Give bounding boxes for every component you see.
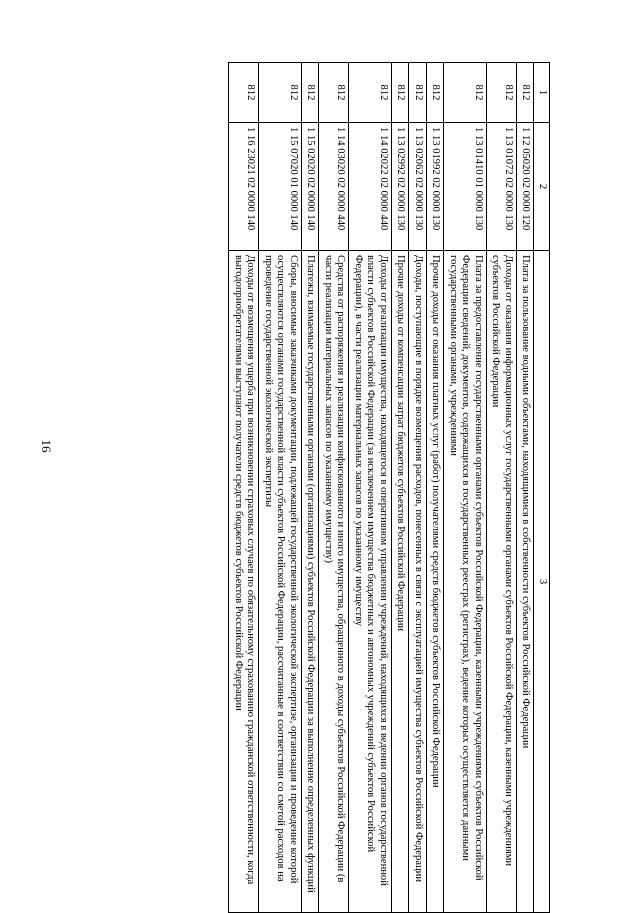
header-col-3: 3 (534, 251, 550, 913)
table-row (302, 63, 320, 913)
table-header-row (534, 63, 550, 913)
page-number: 16 (39, 439, 54, 453)
header-col-1: 1 (534, 63, 550, 123)
table-row (487, 63, 517, 913)
revenue-code-cell: 1 12 05020 02 0000 120 (517, 123, 535, 251)
revenue-name-cell: Прочие доходы от компенсации затрат бюджетов субъектов Российской Федерации (392, 251, 410, 913)
revenue-code-cell: 1 16 23021 02 0000 140 (229, 123, 259, 251)
admin-code-cell: 812 (302, 63, 320, 123)
revenue-name-cell: Плата за предоставление государственными органами субъектов Российской Федерации, казенными учреждениями субъектов Российской Федерации сведений, документов, содержащихся в государственных реестрах (регистрах), ведение которых осуществляется данными государственными органами, учреждениями (444, 251, 487, 913)
table-row (319, 63, 349, 913)
revenue-name-cell: Плата за пользование водными объектами, находящимися в собственности субъектов Российской Федерации (517, 251, 535, 913)
admin-code-cell: 812 (517, 63, 535, 123)
admin-code-cell: 812 (392, 63, 410, 123)
table-row (349, 63, 392, 913)
revenue-code-cell: 1 14 03020 02 0000 440 (319, 123, 349, 251)
revenue-code-cell: 1 15 02020 02 0000 140 (302, 123, 320, 251)
admin-code-cell: 812 (259, 63, 302, 123)
admin-code-cell: 812 (487, 63, 517, 123)
revenue-name-cell: Прочие доходы от оказания платных услуг (работ) получателями средств бюджетов субъектов Российской Федерации (427, 251, 445, 913)
table-row (427, 63, 445, 913)
revenue-name-cell: Доходы от оказания информационных услуг государственными органами субъектов Российской Федерации, казенными учреждениями субъектов Российской Федерации (487, 251, 517, 913)
revenue-name-cell: Доходы от возмещения ущерба при возникновении страховых случаев по обязательному страхованию гражданской ответственности, когда выгодоприобретателями выступают получатели средств бюджетов субъектов Российской Федерации (229, 251, 259, 913)
table-row (259, 63, 302, 913)
revenue-name-cell: Средства от распоряжения и реализации конфискованного и иного имущества, обращенного в доходы субъектов Российской Федерации (в части реализации материальных запасов по указанному имуществу) (319, 251, 349, 913)
revenue-code-cell: 1 13 02062 02 0000 130 (409, 123, 427, 251)
table-container (80, 62, 550, 912)
admin-code-cell: 812 (427, 63, 445, 123)
revenue-code-cell: 1 13 01410 01 0000 130 (444, 123, 487, 251)
table-row (517, 63, 535, 913)
revenue-name-cell: Доходы от реализации имущества, находящегося в оперативном управлении учреждений, находящихся в ведении органов государственной власти субъектов Российской Федерации (за исключением имущества бюджетных и автономных учреждений субъектов Российской Федерации), в части реализации материальных запасов по указанному имуществу (349, 251, 392, 913)
table-row (392, 63, 410, 913)
revenue-name-cell: Доходы, поступающие в порядке возмещения расходов, понесенных в связи с эксплуатацией имущества субъектов Российской Федерации (409, 251, 427, 913)
admin-code-cell: 812 (444, 63, 487, 123)
revenue-name-cell: Сборы, вносимые заказчиками документации, подлежащей государственной экологической экспертизе, организация и проведение которой осуществляются органами государственной власти субъектов Российской Федерации, рассчитанные в соответствии со сметой расходов на проведение государственной экологической экспертизы (259, 251, 302, 913)
table-row (229, 63, 259, 913)
revenue-code-cell: 1 13 02992 02 0000 130 (392, 123, 410, 251)
rotated-table-frame (80, 62, 550, 912)
revenue-code-cell: 1 13 01992 02 0000 130 (427, 123, 445, 251)
revenue-name-cell: Платежи, взимаемые государственными органами (организациями) субъектов Российской Федерации за выполнение определенных функций (302, 251, 320, 913)
table-row (444, 63, 487, 913)
admin-code-cell: 812 (349, 63, 392, 123)
admin-code-cell: 812 (409, 63, 427, 123)
revenue-code-cell: 1 15 07020 01 0000 140 (259, 123, 302, 251)
revenue-code-cell: 1 14 02022 02 0000 440 (349, 123, 392, 251)
revenue-code-cell: 1 13 01072 02 0000 130 (487, 123, 517, 251)
header-col-2: 2 (534, 123, 550, 251)
table-row (409, 63, 427, 913)
revenue-codes-table (229, 62, 551, 913)
admin-code-cell: 812 (229, 63, 259, 123)
admin-code-cell: 812 (319, 63, 349, 123)
